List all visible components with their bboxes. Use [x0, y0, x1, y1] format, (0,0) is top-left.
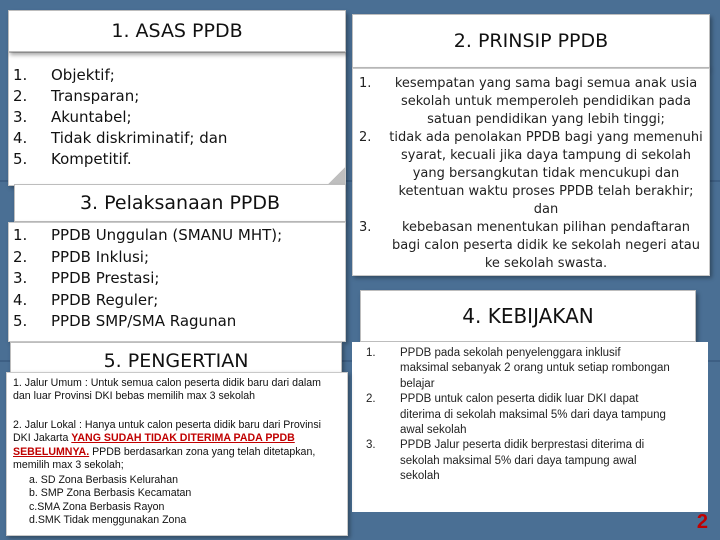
zone-item: c.SMA Zona Berbasis Rayon	[29, 500, 165, 513]
kebijakan-card	[352, 342, 708, 512]
asas-title: 1. ASAS PPDB	[8, 10, 346, 52]
asas-item: 3. Akuntabel;	[13, 108, 132, 126]
prinsip-item: 2. tidak ada penolakan PPDB bagi yang memenuhi syarat, kecuali jika daya tampung di sekolah yang bersangkutan tidak mencukupi dan ketentuan waktu proses PPDB telah berakhir; dan	[359, 130, 703, 217]
asas-item: 5. Kompetitif.	[13, 150, 132, 168]
pengertian-item-umum: 1. Jalur Umum : Untuk semua calon peserta didik baru dari dalam dan luar Provinsi DKI bebas memilih max 3 sekolah	[13, 377, 321, 403]
pelaksanaan-title: 3. Pelaksanaan PPDB	[14, 184, 346, 222]
pengertian-card	[6, 372, 348, 536]
prinsip-list	[359, 75, 705, 273]
pelaksanaan-item: 3. PPDB Prestasi;	[13, 269, 160, 287]
pengertian-item-lokal: 2. Jalur Lokal : Hanya untuk calon peserta didik baru dari Provinsi DKI Jakarta YANG SUDAH TIDAK DITERIMA PADA PPDB SEBELUMNYA. PPDB berdasarkan zona yang telah ditetapkan, memilih max 3 sekolah;	[13, 419, 321, 472]
asas-item: 1. Objektif;	[13, 66, 115, 84]
zone-item: a. SD Zona Berbasis Kelurahan	[29, 474, 178, 486]
asas-item: 2. Transparan;	[13, 87, 140, 105]
pelaksanaan-list	[13, 225, 282, 333]
pelaksanaan-card	[8, 222, 346, 342]
asas-list	[13, 65, 227, 170]
kebijakan-item: 1. PPDB pada sekolah penyelenggara inklusif maksimal sebanyak 2 orang untuk setiap rombongan belajar	[366, 347, 670, 390]
prinsip-title: 2. PRINSIP PPDB	[352, 14, 710, 68]
page-number: 2	[696, 511, 708, 533]
pelaksanaan-item: 5. PPDB SMP/SMA Ragunan	[13, 312, 237, 330]
zone-item: d.SMK Tidak menggunakan Zona	[29, 514, 187, 527]
kebijakan-item: 2. PPDB untuk calon peserta didik luar DKI dapat diterima di sekolah maksimal 5% dari daya tampung awal sekolah	[366, 393, 666, 437]
asas-card	[8, 52, 346, 186]
kebijakan-list	[366, 346, 696, 485]
prinsip-item: 3. kebebasan menentukan pilihan pendaftaran bagi calon peserta didik ke sekolah negeri atau ke sekolah swasta.	[359, 220, 700, 271]
asas-item: 4. Tidak diskriminatif; dan	[13, 129, 228, 147]
pengertian-title: 5. PENGERTIAN	[10, 342, 342, 380]
prinsip-item: 1. kesempatan yang sama bagi semua anak usia sekolah untuk memperoleh pendidikan pada satuan pendidikan yang lebih tinggi;	[359, 76, 698, 127]
prinsip-card	[352, 68, 710, 276]
pelaksanaan-item: 2. PPDB Inklusi;	[13, 247, 150, 266]
highlight-text: YANG SUDAH TIDAK DITERIMA PADA PPDB SEBELUMNYA.	[13, 432, 295, 458]
kebijakan-title: 4. KEBIJAKAN	[360, 290, 696, 342]
page-curl	[327, 167, 345, 185]
pelaksanaan-item: 4. PPDB Reguler;	[13, 290, 159, 309]
kebijakan-item: 3. PPDB Jalur peserta didik berprestasi diterima di sekolah maksimal 5% dari daya tampung awal sekolah	[366, 439, 645, 483]
zone-item: b. SMP Zona Berbasis Kecamatan	[29, 487, 192, 500]
zone-list	[29, 474, 329, 528]
pelaksanaan-item: 1. PPDB Unggulan (SMANU MHT);	[13, 226, 283, 244]
